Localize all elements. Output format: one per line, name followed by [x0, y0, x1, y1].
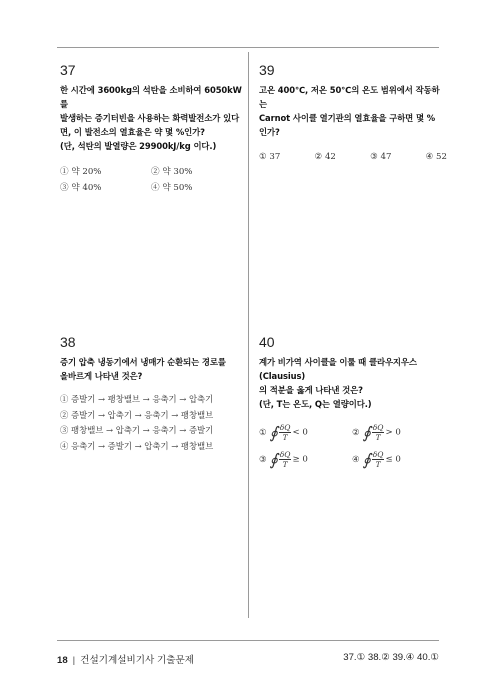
- choice-4[interactable]: [352, 450, 445, 469]
- question-text: [60, 355, 242, 383]
- choice-1[interactable]: ① 증발기 → 팽창밸브 → 응축기 → 압축기: [60, 394, 214, 404]
- fraction-numerator: δQ: [372, 423, 384, 432]
- fraction-numerator: δQ: [279, 450, 291, 459]
- question-line: 올바르게 나타낸 것은?: [60, 371, 143, 381]
- choice-marker: ④: [352, 455, 360, 465]
- inequality: < 0: [292, 427, 308, 438]
- question-line: 한 시간에 3600kg의 석탄을 소비하여 6050kW를: [60, 85, 242, 109]
- question-number: 38: [60, 334, 76, 350]
- question-number: 37: [60, 62, 76, 78]
- page-footer: [57, 652, 439, 666]
- question-line: 의 적분을 옳게 나타낸 것은?: [259, 385, 363, 395]
- page-number: 18: [57, 655, 68, 666]
- question-text: [259, 355, 445, 411]
- question-text: [60, 83, 242, 153]
- question-text: [259, 83, 445, 139]
- question-number: 39: [259, 62, 275, 78]
- footer-rule: [57, 640, 439, 641]
- top-rule: [57, 47, 439, 48]
- contour-integral-symbol: ∮: [362, 450, 371, 469]
- fraction-denominator: T: [375, 460, 381, 469]
- footer-separator: |: [72, 655, 76, 666]
- question-line: 인가?: [259, 127, 280, 137]
- fraction-denominator: T: [282, 460, 288, 469]
- choice-2[interactable]: [352, 423, 445, 442]
- choice-4[interactable]: ④ 약 50%: [151, 183, 193, 193]
- question-line: 고온 400℃, 저온 50℃의 온도 범위에서 작동하는: [259, 85, 440, 109]
- choice-2[interactable]: ② 증발기 → 압축기 → 응축기 → 팽창밸브: [60, 409, 214, 420]
- contour-integral-symbol: ∮: [362, 423, 371, 442]
- fraction: [372, 423, 385, 442]
- choice-1[interactable]: [259, 423, 352, 442]
- inequality: ≤ 0: [385, 454, 401, 465]
- choice-1[interactable]: ① 약 20%: [60, 167, 102, 177]
- choice-marker: ②: [352, 428, 360, 438]
- choice-2[interactable]: ② 42: [314, 152, 336, 162]
- answer-choices: [60, 393, 242, 455]
- question-line: (단, 석탄의 발열량은 29900kJ/kg 이다.): [60, 141, 217, 151]
- fraction-denominator: T: [282, 433, 288, 442]
- fraction-numerator: δQ: [372, 450, 384, 459]
- question-line: Carnot 사이클 열기관의 열효율을 구하면 몇 %: [259, 113, 436, 123]
- answer-choices: [259, 149, 445, 165]
- question-37: [60, 62, 242, 195]
- question-line: 증기 압축 냉동기에서 냉매가 순환되는 경로를: [60, 357, 226, 367]
- choice-3[interactable]: ③ 47: [370, 152, 392, 162]
- question-line: 발생하는 증기터빈을 사용하는 화력발전소가 있다: [60, 113, 240, 123]
- question-line: (단, T는 온도, Q는 열량이다.): [259, 399, 372, 409]
- contour-integral-symbol: ∮: [269, 423, 278, 442]
- answer-choices: [60, 163, 242, 195]
- choice-marker: ③: [259, 455, 267, 465]
- choice-4[interactable]: ④ 응축기 → 증발기 → 압축기 → 팽창밸브: [60, 440, 214, 451]
- choice-2[interactable]: ② 약 30%: [151, 167, 193, 177]
- inequality: ≥ 0: [292, 454, 308, 465]
- question-number: 40: [259, 334, 275, 350]
- inequality: > 0: [385, 427, 401, 438]
- choice-marker: ①: [259, 428, 267, 438]
- fraction: [372, 450, 385, 469]
- question-40: [259, 334, 445, 473]
- choice-3[interactable]: [259, 450, 352, 469]
- choice-4[interactable]: ④ 52: [425, 152, 447, 162]
- answer-choices: [259, 419, 445, 473]
- fraction: [279, 423, 292, 442]
- fraction-numerator: δQ: [279, 423, 291, 432]
- question-line: 계가 비가역 사이클을 이룰 때 클라우지우스(Clausius): [259, 357, 417, 381]
- choice-1[interactable]: ① 37: [259, 152, 281, 162]
- fraction: [279, 450, 292, 469]
- choice-3[interactable]: ③ 팽창밸브 → 압축기 → 응축기 → 증발기: [60, 425, 214, 435]
- book-title: 건설기계설비기사 기출문제: [80, 655, 195, 666]
- contour-integral-symbol: ∮: [269, 450, 278, 469]
- column-divider: [248, 52, 249, 618]
- answer-key: 37.① 38.② 39.④ 40.①: [343, 652, 439, 663]
- choice-3[interactable]: ③ 약 40%: [60, 183, 102, 193]
- question-39: [259, 62, 445, 165]
- question-line: 면, 이 발전소의 열효율은 약 몇 %인가?: [60, 127, 205, 137]
- question-38: [60, 334, 242, 455]
- fraction-denominator: T: [375, 433, 381, 442]
